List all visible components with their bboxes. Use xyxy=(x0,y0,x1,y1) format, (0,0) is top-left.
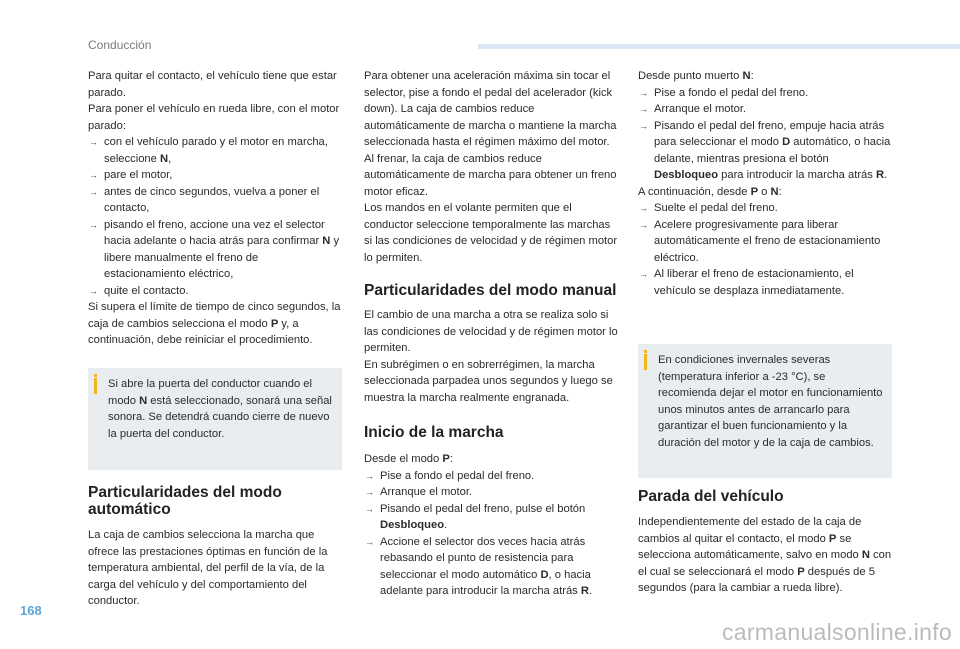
list-item: → quite el contacto. xyxy=(88,283,342,300)
list-item: → con el vehículo parado y el motor en marcha, seleccione N, xyxy=(88,134,342,167)
watermark: carmanualsonline.info xyxy=(721,619,952,645)
paragraph: Para poner el vehículo en rueda libre, con el motor parado: xyxy=(88,103,340,132)
column-3-lower xyxy=(638,488,892,597)
paragraph: Independientemente del estado de la caja de cambios al quitar el contacto, el modo P se selecciona automáticamente, salvo en modo N con el cual se seleccionará el modo P después de 5 segundos (para la cambiar a rueda libre). xyxy=(638,516,892,594)
list-item: → Pise a fondo el pedal del freno. xyxy=(638,85,892,102)
list-item: → pisando el freno, accione una vez el selector hacia adelante o hacia atrás para confirmar N y libere manualmente el freno de estacionamiento eléctrico, xyxy=(88,217,342,283)
list-item: → antes de cinco segundos, vuelva a poner el contacto, xyxy=(88,184,342,217)
info-icon xyxy=(644,350,647,353)
column-1 xyxy=(88,68,342,349)
list-item: → Arranque el motor. xyxy=(638,101,892,118)
bullet-list xyxy=(638,85,892,184)
list-item: → Acelere progresivamente para liberar automáticamente el freno de estacionamiento eléctrico. xyxy=(638,217,892,267)
paragraph: Desde punto muerto N: xyxy=(638,70,754,82)
list-item: → Suelte el pedal del freno. xyxy=(638,200,892,217)
paragraph: En subrégimen o en sobrerrégimen, la marcha seleccionada parpadea unos segundos y luego se muestra la marcha realmente engranada. xyxy=(364,358,613,404)
paragraph: Si supera el límite de tiempo de cinco segundos, la caja de cambios selecciona el modo P y, a continuación, debe reiniciar el procedimiento. xyxy=(88,301,341,346)
bullet-list xyxy=(88,134,342,299)
paragraph: La caja de cambios selecciona la marcha que ofrece las prestaciones óptimas en función de la temperatura ambiental, del perfil de la vía, de la carga del vehículo y del comportamiento del conductor. xyxy=(88,529,328,607)
section-heading: Inicio de la marcha xyxy=(364,424,504,441)
section-heading: Parada del vehículo xyxy=(638,488,784,505)
column-3 xyxy=(638,68,892,299)
info-icon-bar xyxy=(644,354,647,370)
list-item: → Accione el selector dos veces hacia atrás rebasando el punto de resistencia para seleccionar el modo automático D, o hacia adelante para introducir la marcha atrás R. xyxy=(364,534,618,600)
paragraph: Para quitar el contacto, el vehículo tiene que estar parado. xyxy=(88,70,337,99)
section-title: Conducción xyxy=(88,38,152,52)
list-item: → Pisando el pedal del freno, pulse el botón Desbloqueo. xyxy=(364,501,618,534)
header-accent-bar xyxy=(478,44,960,49)
paragraph: Desde el modo P: xyxy=(364,453,453,465)
list-item: → pare el motor, xyxy=(88,167,342,184)
bullet-list xyxy=(364,468,618,600)
info-icon-bar xyxy=(94,378,97,394)
list-item: → Arranque el motor. xyxy=(364,484,618,501)
info-icon xyxy=(94,374,97,377)
paragraph: El cambio de una marcha a otra se realiza solo si las condiciones de velocidad y de régimen motor lo permiten. xyxy=(364,309,618,354)
column-2 xyxy=(364,68,618,600)
paragraph: A continuación, desde P o N: xyxy=(638,185,782,198)
list-item: → Al liberar el freno de estacionamiento, el vehículo se desplaza inmediatamente. xyxy=(638,266,892,299)
list-item: → Pise a fondo el pedal del freno. xyxy=(364,468,618,485)
paragraph: Al frenar, la caja de cambios reduce automáticamente de marcha para obtener un freno motor eficaz. xyxy=(364,152,617,198)
section-heading: Particularidades del modo automático xyxy=(88,484,282,518)
paragraph: Los mandos en el volante permiten que el conductor seleccione temporalmente las marchas si las condiciones de velocidad y de régimen motor lo permiten. xyxy=(364,202,618,264)
bullet-list xyxy=(638,200,892,299)
page-number: 168 xyxy=(20,603,42,618)
paragraph: Para obtener una aceleración máxima sin tocar el selector, pise a fondo el pedal del acelerador (kick down). La caja de cambios reduce automáticamente de marcha o mantiene la marcha seleccionada hasta el régimen máximo del motor. xyxy=(364,70,617,148)
info-note: Si abre la puerta del conductor cuando el modo N está seleccionado, sonará una señal sonora. Se detendrá cuando cierre de nuevo la puerta del conductor. xyxy=(88,368,342,470)
section-heading: Particularidades del modo manual xyxy=(364,282,617,299)
column-1-lower xyxy=(88,484,342,610)
list-item: → Pisando el pedal del freno, empuje hacia atrás para seleccionar el modo D automático, o hacia delante, mientras presiona el botón Desbloqueo para introducir la marcha atrás R. xyxy=(638,118,892,184)
info-note: En condiciones invernales severas (temperatura inferior a -23 °C), se recomienda dejar el motor en funcionamiento unos minutos antes de arrancarlo para garantizar el buen funcionamiento y la duración del motor y de la caja de cambios. xyxy=(638,344,892,478)
